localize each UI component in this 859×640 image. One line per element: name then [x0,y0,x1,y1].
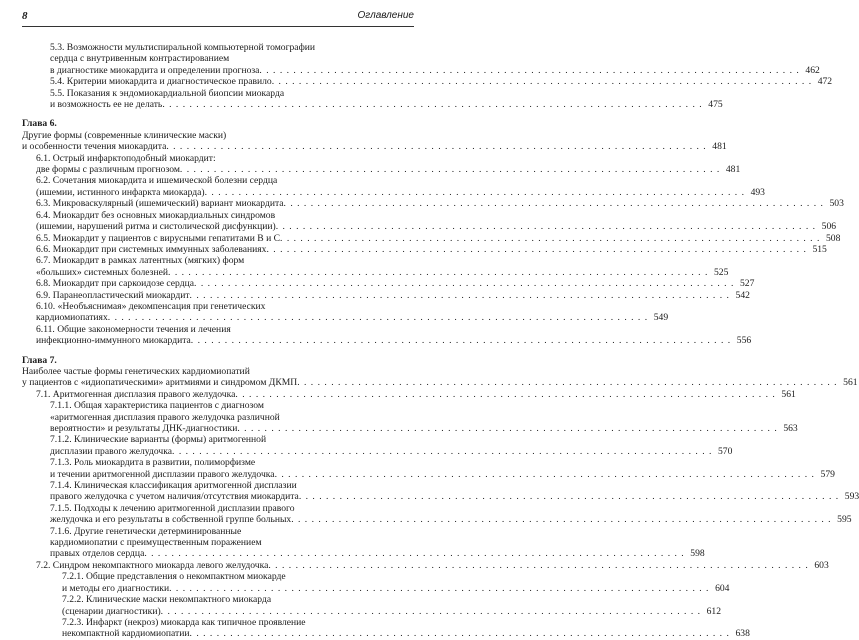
toc-entry-line: 7.2.1. Общие представления о некомпактном миокарде [62,571,286,583]
toc-entry-line: правых отделов сердца . . . . . . . . . . . . . . . . . . . . . . . . . . . . . . . . . . . . . . . . . . . . . . . . . . . . . . . . . . . . . . . . . . . . . . . . . . . . . . . . [50,548,685,560]
toc-page-number: 527 [739,278,755,290]
dot-leader: . . . . . . . . . . . . . . . . . . . . . . . . . . . . . . . . . . . . . . . . . . . . . . . . . . . . . . . . . . . . . . . . . . . . . . . . . . . . . . . . [298,491,840,503]
dot-leader: . . . . . . . . . . . . . . . . . . . . . . . . . . . . . . . . . . . . . . . . . . . . . . . . . . . . . . . . . . . . . . . . . . . . . . . . . . . . . . . . [237,423,778,434]
toc-page-number: 475 [708,99,723,111]
toc-page-number: 556 [736,335,752,347]
toc-entry-line: 6.1. Острый инфарктоподобный миокардит: [36,152,216,164]
toc-entry-line: 5.4. Критерии миокардита и диагностическое правило . . . . . . . . . . . . . . . . . . . . . . . . . . . . . . . . . . . . . . . . . . . . . . . . . . . . . . . . . . . . . . . . . . . . . . . . . . . . . . . . [50,76,813,88]
toc-entry-line: правого желудочка с учетом наличия/отсутствия миокардита . . . . . . . . . . . . . . . . . . . . . . . . . . . . . . . . . . . . . . . . . . . . . . . . . . . . . . . . . . . . . . . . . . . . . . . . . . . . . . . . [50,491,840,503]
toc-entry-line: «больших» системных болезней . . . . . . . . . . . . . . . . . . . . . . . . . . . . . . . . . . . . . . . . . . . . . . . . . . . . . . . . . . . . . . . . . . . . . . . . . . . . . . . . [36,266,709,278]
toc-entry-line: 7.1.3. Роль миокардита в развитии, полиморфизме [50,457,256,469]
toc-entry[interactable] [22,571,730,594]
toc-entry[interactable] [22,87,723,111]
toc-page-number: 563 [783,423,798,434]
dot-leader: . . . . . . . . . . . . . . . . . . . . . . . . . . . . . . . . . . . . . . . . . . . . . . . . . . . . . . . . . . . . . . . . . . . . . . . . . . . . . . . . [235,388,776,400]
toc-page-number: 481 [725,164,741,176]
toc-page-number: 603 [814,559,829,571]
toc-page-number: 472 [817,76,833,88]
toc-chapter-entry[interactable] [22,354,858,389]
toc-entry-line: (сценарии диагностики) . . . . . . . . . . . . . . . . . . . . . . . . . . . . . . . . . . . . . . . . . . . . . . . . . . . . . . . . . . . . . . . . . . . . . . . . . . . . . . . . [62,605,702,617]
toc-entry-line: и особенности течения миокардита . . . . . . . . . . . . . . . . . . . . . . . . . . . . . . . . . . . . . . . . . . . . . . . . . . . . . . . . . . . . . . . . . . . . . . . . . . . . . . . . [22,141,707,153]
toc-entry[interactable] [22,278,755,290]
toc-entry-line: 7.1.1. Общая характеристика пациентов с диагнозом [50,400,264,412]
toc-page-number: 508 [825,232,841,244]
toc-entry-line: 7.2.2. Клинические маски некомпактного миокарда [62,594,272,606]
toc-entry-line: сердца с внутривенным контрастированием [50,53,230,65]
toc-entry-line: 6.5. Миокардит у пациентов с вирусными гепатитами В и С . . . . . . . . . . . . . . . . . . . . . . . . . . . . . . . . . . . . . . . . . . . . . . . . . . . . . . . . . . . . . . . . . . . . . . . . . . . . . . . . [36,232,821,244]
dot-leader: . . . . . . . . . . . . . . . . . . . . . . . . . . . . . . . . . . . . . . . . . . . . . . . . . . . . . . . . . . . . . . . . . . . . . . . . . . . . . . . . [168,266,709,278]
toc-page-number: 593 [844,491,859,503]
toc-entry-line: 7.1.4. Клиническая классификация аритмогенной дисплазии [50,480,297,492]
toc-entry-line: Глава 6. Другие формы (современные клинические маски) [22,118,227,141]
toc-entry[interactable] [22,457,835,480]
dot-leader: . . . . . . . . . . . . . . . . . . . . . . . . . . . . . . . . . . . . . . . . . . . . . . . . . . . . . . . . . . . . . . . . . . . . . . . . . . . . . . . . [190,335,732,347]
toc-entry[interactable] [22,480,859,503]
toc-page-number: 506 [821,221,837,233]
toc-entry-line: 6.3. Микроваскулярный (ишемический) вариант миокардита . . . . . . . . . . . . . . . . . . . . . . . . . . . . . . . . . . . . . . . . . . . . . . . . . . . . . . . . . . . . . . . . . . . . . . . . . . . . . . . . [36,198,824,210]
dot-leader: . . . . . . . . . . . . . . . . . . . . . . . . . . . . . . . . . . . . . . . . . . . . . . . . . . . . . . . . . . . . . . . . . . . . . . . . . . . . . . . . [259,64,800,76]
dot-leader: . . . . . . . . . . . . . . . . . . . . . . . . . . . . . . . . . . . . . . . . . . . . . . . . . . . . . . . . . . . . . . . . . . . . . . . . . . . . . . . . [107,312,649,324]
toc-entry-line: 5.3. Возможности мультиспиральной компьютерной томографии [50,42,316,53]
dot-leader: . . . . . . . . . . . . . . . . . . . . . . . . . . . . . . . . . . . . . . . . . . . . . . . . . . . . . . . . . . . . . . . . . . . . . . . . . . . . . . . . [268,559,809,571]
toc-page-number: 503 [829,198,844,210]
toc-entry-line: Глава 7. Наиболее частые формы генетических кардиомиопатий [22,354,250,377]
toc-entry-line: 6.2. Сочетания миокардита и ишемической болезни сердца [36,175,278,187]
toc-entry[interactable] [22,289,750,301]
dot-leader: . . . . . . . . . . . . . . . . . . . . . . . . . . . . . . . . . . . . . . . . . . . . . . . . . . . . . . . . . . . . . . . . . . . . . . . . . . . . . . . . [160,605,702,617]
toc-entry[interactable] [22,323,752,347]
toc-entry-line: 7.1. Аритмогенная дисплазия правого желудочка . . . . . . . . . . . . . . . . . . . . . . . . . . . . . . . . . . . . . . . . . . . . . . . . . . . . . . . . . . . . . . . . . . . . . . . . . . . . . . . . [36,388,776,400]
toc-entry[interactable] [22,209,837,233]
toc-page-number: 542 [735,289,750,301]
toc-page-number: 561 [843,377,858,389]
dot-leader: . . . . . . . . . . . . . . . . . . . . . . . . . . . . . . . . . . . . . . . . . . . . . . . . . . . . . . . . . . . . . . . . . . . . . . . . . . . . . . . . [179,164,721,176]
dot-leader: . . . . . . . . . . . . . . . . . . . . . . . . . . . . . . . . . . . . . . . . . . . . . . . . . . . . . . . . . . . . . . . . . . . . . . . . . . . . . . . . [144,548,685,560]
toc-entry-line: 7.1.6. Другие генетически детерминированные [50,525,242,537]
toc-entry[interactable] [22,175,765,198]
dot-leader: . . . . . . . . . . . . . . . . . . . . . . . . . . . . . . . . . . . . . . . . . . . . . . . . . . . . . . . . . . . . . . . . . . . . . . . . . . . . . . . . [291,514,832,526]
toc-chapter-entry[interactable] [22,118,727,153]
toc-entry[interactable] [22,243,827,255]
toc-entry[interactable] [22,300,669,324]
dot-leader: . . . . . . . . . . . . . . . . . . . . . . . . . . . . . . . . . . . . . . . . . . . . . . . . . . . . . . . . . . . . . . . . . . . . . . . . . . . . . . . . [204,186,745,198]
toc-page-number: 595 [837,514,852,526]
toc-page-number: 493 [750,186,765,198]
toc-entry-line: 7.2.3. Инфаркт (некроз) миокарда как типичное проявление [62,616,306,628]
toc-entry-line: (ишемии, истинного инфаркта миокарда) . . . . . . . . . . . . . . . . . . . . . . . . . . . . . . . . . . . . . . . . . . . . . . . . . . . . . . . . . . . . . . . . . . . . . . . . . . . . . . . . [36,186,745,198]
toc-page-number: 515 [812,243,827,255]
toc-entry[interactable] [22,388,796,400]
toc-entry-line: 7.2. Синдром некомпактного миокарда левого желудочка . . . . . . . . . . . . . . . . . . . . . . . . . . . . . . . . . . . . . . . . . . . . . . . . . . . . . . . . . . . . . . . . . . . . . . . . . . . . . . . . [36,559,809,571]
toc-gap [22,110,414,118]
toc-entry-line: дисплазии правого желудочка . . . . . . . . . . . . . . . . . . . . . . . . . . . . . . . . . . . . . . . . . . . . . . . . . . . . . . . . . . . . . . . . . . . . . . . . . . . . . . . . [50,445,713,457]
dot-leader: . . . . . . . . . . . . . . . . . . . . . . . . . . . . . . . . . . . . . . . . . . . . . . . . . . . . . . . . . . . . . . . . . . . . . . . . . . . . . . . . [297,377,838,389]
toc-page-number: 579 [820,468,835,480]
toc-page-number: 462 [805,64,820,76]
dot-leader: . . . . . . . . . . . . . . . . . . . . . . . . . . . . . . . . . . . . . . . . . . . . . . . . . . . . . . . . . . . . . . . . . . . . . . . . . . . . . . . . [280,232,821,244]
toc-entry-line: 5.5. Показания к эндомиокардиальной биопсии миокарда [50,87,285,99]
toc-entry[interactable] [22,42,820,76]
running-head: Оглавление [357,10,414,21]
toc-entry-line: 6.11. Общие закономерности течения и лечения [36,323,231,335]
dot-leader: . . . . . . . . . . . . . . . . . . . . . . . . . . . . . . . . . . . . . . . . . . . . . . . . . . . . . . . . . . . . . . . . . . . . . . . . . . . . . . . . [266,243,807,255]
toc-entry-line: кардиомиопатиях . . . . . . . . . . . . . . . . . . . . . . . . . . . . . . . . . . . . . . . . . . . . . . . . . . . . . . . . . . . . . . . . . . . . . . . . . . . . . . . . [36,312,649,324]
toc-entry-line: 6.6. Миокардит при системных иммунных заболеваниях . . . . . . . . . . . . . . . . . . . . . . . . . . . . . . . . . . . . . . . . . . . . . . . . . . . . . . . . . . . . . . . . . . . . . . . . . . . . . . . . [36,243,807,255]
toc-entry-line: инфекционно-иммунного миокардита . . . . . . . . . . . . . . . . . . . . . . . . . . . . . . . . . . . . . . . . . . . . . . . . . . . . . . . . . . . . . . . . . . . . . . . . . . . . . . . . [36,335,732,347]
toc-page-number: 570 [718,445,733,457]
toc-entry[interactable] [22,152,741,176]
dot-leader: . . . . . . . . . . . . . . . . . . . . . . . . . . . . . . . . . . . . . . . . . . . . . . . . . . . . . . . . . . . . . . . . . . . . . . . . . . . . . . . . [189,289,730,301]
dot-leader: . . . . . . . . . . . . . . . . . . . . . . . . . . . . . . . . . . . . . . . . . . . . . . . . . . . . . . . . . . . . . . . . . . . . . . . . . . . . . . . . [189,628,730,640]
table-of-contents [22,42,859,640]
toc-entry[interactable] [22,525,705,560]
toc-page-number: 612 [706,605,722,617]
toc-entry[interactable] [22,502,852,526]
toc-entry-line: и течении аритмогенной дисплазии правого желудочка . . . . . . . . . . . . . . . . . . . . . . . . . . . . . . . . . . . . . . . . . . . . . . . . . . . . . . . . . . . . . . . . . . . . . . . . . . . . . . . . [50,468,815,480]
toc-entry-line: «аритмогенная дисплазия правого желудочка различной [50,411,280,423]
toc-entry[interactable] [22,616,750,640]
toc-page-number: 604 [715,582,730,594]
toc-entry-line: желудочка и его результаты в собственной группе больных . . . . . . . . . . . . . . . . . . . . . . . . . . . . . . . . . . . . . . . . . . . . . . . . . . . . . . . . . . . . . . . . . . . . . . . . . . . . . . . . [50,514,832,526]
toc-entry-line: 6.9. Паранеопластический миокардит . . . . . . . . . . . . . . . . . . . . . . . . . . . . . . . . . . . . . . . . . . . . . . . . . . . . . . . . . . . . . . . . . . . . . . . . . . . . . . . . [36,289,730,301]
toc-entry-line: 6.10. «Необъяснимая» декомпенсация при генетических [36,300,266,312]
dot-leader: . . . . . . . . . . . . . . . . . . . . . . . . . . . . . . . . . . . . . . . . . . . . . . . . . . . . . . . . . . . . . . . . . . . . . . . . . . . . . . . . [162,99,703,111]
toc-entry-line: 6.8. Миокардит при саркоидозе сердца . . . . . . . . . . . . . . . . . . . . . . . . . . . . . . . . . . . . . . . . . . . . . . . . . . . . . . . . . . . . . . . . . . . . . . . . . . . . . . . . [36,278,735,290]
toc-entry[interactable] [22,232,841,244]
dot-leader: . . . . . . . . . . . . . . . . . . . . . . . . . . . . . . . . . . . . . . . . . . . . . . . . . . . . . . . . . . . . . . . . . . . . . . . . . . . . . . . . [275,221,817,233]
toc-entry[interactable] [22,198,844,210]
toc-page-number: 638 [735,628,750,640]
toc-page-number: 561 [781,388,796,400]
toc-entry-line: (ишемии, нарушений ритма и систолической дисфункции) . . . . . . . . . . . . . . . . . . . . . . . . . . . . . . . . . . . . . . . . . . . . . . . . . . . . . . . . . . . . . . . . . . . . . . . . . . . . . . . . [36,221,817,233]
dot-leader: . . . . . . . . . . . . . . . . . . . . . . . . . . . . . . . . . . . . . . . . . . . . . . . . . . . . . . . . . . . . . . . . . . . . . . . . . . . . . . . . [274,468,815,480]
toc-entry-line: 7.1.2. Клинические варианты (формы) аритмогенной [50,434,267,446]
toc-entry[interactable] [22,559,829,571]
toc-page-number: 549 [653,312,669,324]
dot-leader: . . . . . . . . . . . . . . . . . . . . . . . . . . . . . . . . . . . . . . . . . . . . . . . . . . . . . . . . . . . . . . . . . . . . . . . . . . . . . . . . [194,278,735,290]
toc-entry[interactable] [22,76,833,88]
toc-entry-line: кардиомиопатии с преимущественным поражением [50,537,262,549]
toc-entry-line: у пациентов с «идиопатическими» аритмиями и синдромом ДКМП . . . . . . . . . . . . . . . . . . . . . . . . . . . . . . . . . . . . . . . . . . . . . . . . . . . . . . . . . . . . . . . . . . . . . . . . . . . . . . . . [22,377,838,389]
toc-entry-line: 7.1.5. Подходы к лечению аритмогенной дисплазии правого [50,502,295,514]
toc-entry-line: две формы с различным прогнозом . . . . . . . . . . . . . . . . . . . . . . . . . . . . . . . . . . . . . . . . . . . . . . . . . . . . . . . . . . . . . . . . . . . . . . . . . . . . . . . . [36,164,721,176]
dot-leader: . . . . . . . . . . . . . . . . . . . . . . . . . . . . . . . . . . . . . . . . . . . . . . . . . . . . . . . . . . . . . . . . . . . . . . . . . . . . . . . . [166,141,707,153]
toc-entry[interactable] [22,400,798,434]
toc-gap [22,347,414,355]
dot-leader: . . . . . . . . . . . . . . . . . . . . . . . . . . . . . . . . . . . . . . . . . . . . . . . . . . . . . . . . . . . . . . . . . . . . . . . . . . . . . . . . [169,582,710,594]
page-header [22,10,414,27]
toc-entry[interactable] [22,255,729,278]
toc-entry-line: и методы его диагностики . . . . . . . . . . . . . . . . . . . . . . . . . . . . . . . . . . . . . . . . . . . . . . . . . . . . . . . . . . . . . . . . . . . . . . . . . . . . . . . . [62,582,710,594]
toc-entry[interactable] [22,434,733,457]
toc-page-number: 598 [690,548,705,560]
toc-page-number: 525 [713,266,729,278]
toc-entry-line: 6.7. Миокардит в рамках латентных (мягких) форм [36,255,245,267]
page-number: 8 [22,10,28,22]
toc-entry-line: 6.4. Миокардит без основных миокардиальных синдромов [36,209,276,221]
toc-entry-line: и возможность ее не делать . . . . . . . . . . . . . . . . . . . . . . . . . . . . . . . . . . . . . . . . . . . . . . . . . . . . . . . . . . . . . . . . . . . . . . . . . . . . . . . . [50,99,703,111]
toc-entry-line: в диагностике миокардита и определении прогноза . . . . . . . . . . . . . . . . . . . . . . . . . . . . . . . . . . . . . . . . . . . . . . . . . . . . . . . . . . . . . . . . . . . . . . . . . . . . . . . . [50,64,800,76]
toc-page-number: 481 [712,141,727,153]
dot-leader: . . . . . . . . . . . . . . . . . . . . . . . . . . . . . . . . . . . . . . . . . . . . . . . . . . . . . . . . . . . . . . . . . . . . . . . . . . . . . . . . [283,198,824,210]
toc-entry[interactable] [22,594,722,617]
toc-entry-line: вероятности» и результаты ДНК-диагностики . . . . . . . . . . . . . . . . . . . . . . . . . . . . . . . . . . . . . . . . . . . . . . . . . . . . . . . . . . . . . . . . . . . . . . . . . . . . . . . . [50,423,778,434]
toc-entry-line: некомпактной кардиомиопатии . . . . . . . . . . . . . . . . . . . . . . . . . . . . . . . . . . . . . . . . . . . . . . . . . . . . . . . . . . . . . . . . . . . . . . . . . . . . . . . . [62,628,730,640]
dot-leader: . . . . . . . . . . . . . . . . . . . . . . . . . . . . . . . . . . . . . . . . . . . . . . . . . . . . . . . . . . . . . . . . . . . . . . . . . . . . . . . . [271,76,813,88]
dot-leader: . . . . . . . . . . . . . . . . . . . . . . . . . . . . . . . . . . . . . . . . . . . . . . . . . . . . . . . . . . . . . . . . . . . . . . . . . . . . . . . . [172,445,713,457]
